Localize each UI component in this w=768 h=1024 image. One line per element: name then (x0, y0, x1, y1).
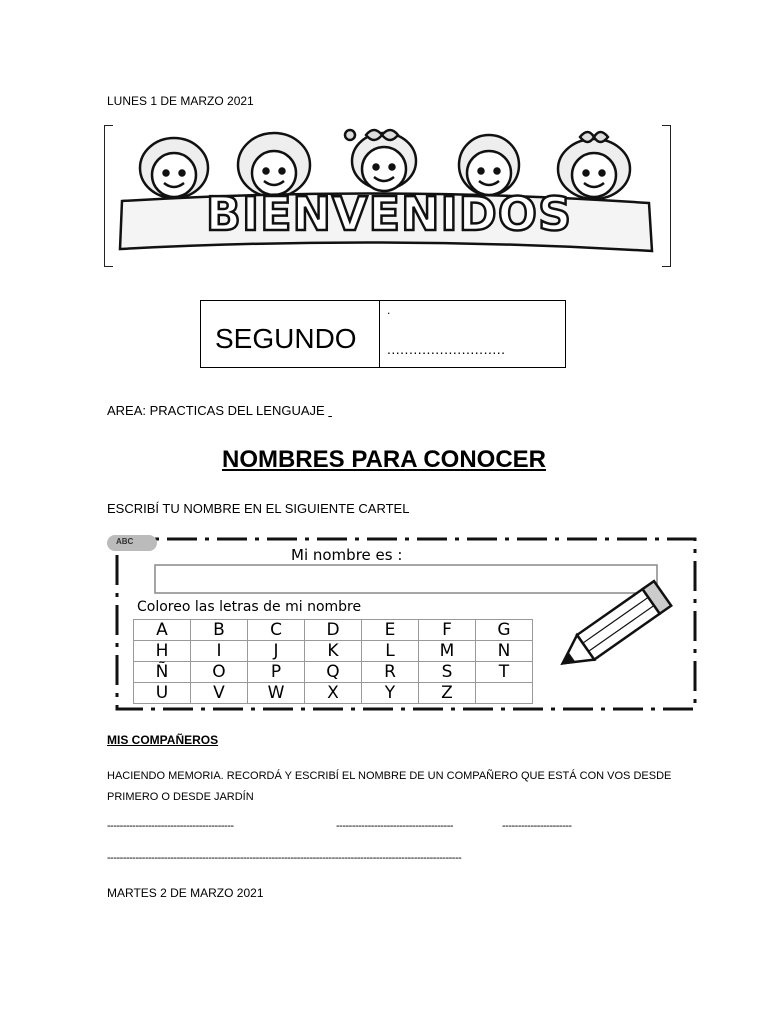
card-heading: Mi nombre es : (291, 546, 403, 564)
letter-cell[interactable]: S (419, 662, 476, 683)
answer-line-1c[interactable]: ---------------------- (502, 820, 572, 832)
alphabet-row (134, 683, 533, 704)
letter-cell[interactable]: I (191, 641, 248, 662)
instruction-text: ESCRIBÍ TU NOMBRE EN EL SIGUIENTE CARTEL (107, 501, 410, 516)
letter-cell[interactable]: L (362, 641, 419, 662)
grade-box (200, 300, 566, 368)
grade-mark: . (387, 303, 391, 317)
banner-right-bracket (662, 125, 671, 267)
letter-cell[interactable]: Z (419, 683, 476, 704)
abc-badge: ABC (116, 537, 134, 546)
page-title: NOMBRES PARA CONOCER (221, 446, 546, 473)
letter-cell[interactable]: V (191, 683, 248, 704)
letter-cell[interactable]: K (305, 641, 362, 662)
letter-cell[interactable]: D (305, 620, 362, 641)
answer-line-2[interactable]: ---------------------------------------------------------------------------------------------------------------- (107, 852, 462, 864)
letter-cell[interactable]: N (476, 641, 533, 662)
name-input-box[interactable] (155, 565, 657, 593)
letter-cell[interactable]: Ñ (134, 662, 191, 683)
subject-area-text: AREA: PRACTICAS DEL LENGUAJE (107, 403, 325, 418)
letter-cell[interactable]: H (134, 641, 191, 662)
name-card (107, 535, 699, 713)
child-face-4 (459, 135, 519, 195)
next-date-heading: MARTES 2 DE MARZO 2021 (107, 886, 264, 900)
banner-text: BIENVENIDOS (205, 187, 573, 241)
letter-cell[interactable]: Y (362, 683, 419, 704)
child-face-3 (345, 130, 416, 191)
alphabet-grid (133, 619, 533, 704)
letter-cell[interactable]: R (362, 662, 419, 683)
letter-cell[interactable]: A (134, 620, 191, 641)
alphabet-row (134, 662, 533, 683)
answer-line-1b[interactable]: ------------------------------------- (336, 820, 454, 832)
letter-cell[interactable]: C (248, 620, 305, 641)
letter-cell[interactable]: B (191, 620, 248, 641)
letter-cell[interactable]: U (134, 683, 191, 704)
letter-cell[interactable]: W (248, 683, 305, 704)
card-subheading: Coloreo las letras de mi nombre (137, 599, 362, 615)
letter-cell[interactable]: Q (305, 662, 362, 683)
letter-cell[interactable]: G (476, 620, 533, 641)
classmates-heading: MIS COMPAÑEROS (107, 733, 219, 747)
answer-line-1a[interactable]: ---------------------------------------- (107, 820, 234, 832)
letter-cell[interactable]: T (476, 662, 533, 683)
grade-division-blank[interactable]: ........................... (387, 341, 506, 357)
letter-cell[interactable] (476, 683, 533, 704)
letter-cell[interactable]: E (362, 620, 419, 641)
alphabet-row (134, 620, 533, 641)
letter-cell[interactable]: M (419, 641, 476, 662)
letter-cell[interactable]: J (248, 641, 305, 662)
banner-left-bracket (104, 125, 113, 267)
letter-cell[interactable]: F (419, 620, 476, 641)
alphabet-row (134, 641, 533, 662)
date-heading: LUNES 1 DE MARZO 2021 (107, 94, 254, 108)
subject-area (107, 403, 332, 418)
letter-cell[interactable]: P (248, 662, 305, 683)
letter-cell[interactable]: O (191, 662, 248, 683)
grade-label: SEGUNDO (215, 323, 357, 354)
letter-cell[interactable]: X (305, 683, 362, 704)
welcome-banner (104, 123, 671, 268)
classmates-prompt: HACIENDO MEMORIA. RECORDÁ Y ESCRIBÍ EL NOMBRE DE UN COMPAÑERO QUE ESTÁ CON VOS DESDE PRIMERO O DESDE JARDÍN (107, 770, 672, 803)
